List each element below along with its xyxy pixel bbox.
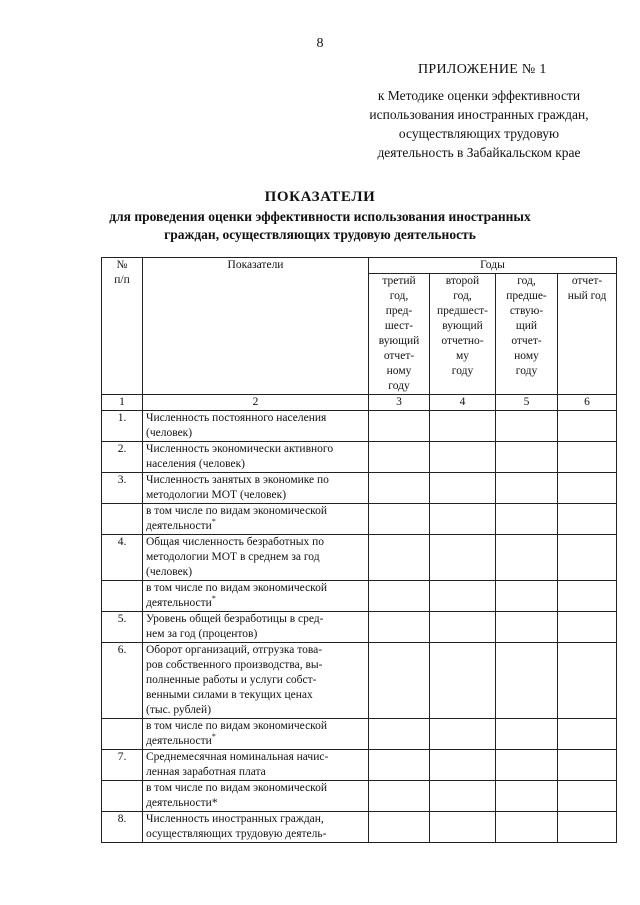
value-cell bbox=[558, 781, 617, 812]
table-row bbox=[102, 612, 617, 643]
value-cell bbox=[496, 781, 558, 812]
indicator-line: в том числе по видам экономической bbox=[146, 720, 328, 732]
header-year-third-before bbox=[369, 274, 430, 395]
value-cell bbox=[496, 581, 558, 612]
indicator-line: осуществляющих трудовую деятель- bbox=[146, 828, 327, 840]
row-number bbox=[102, 719, 143, 750]
value-cell bbox=[430, 411, 496, 442]
header-year-line: щий bbox=[515, 320, 538, 332]
header-year-line: вующий bbox=[442, 320, 483, 332]
header-year-line: ному bbox=[514, 350, 539, 362]
value-cell bbox=[369, 643, 430, 719]
row-number: 8. bbox=[102, 812, 143, 843]
indicator-line: венными силами в текущих ценах bbox=[146, 689, 313, 701]
value-cell bbox=[558, 473, 617, 504]
value-cell bbox=[496, 535, 558, 581]
document-subtitle bbox=[90, 208, 550, 244]
appendix-line: осуществляющих трудовую bbox=[398, 126, 560, 141]
document-title: ПОКАЗАТЕЛИ bbox=[264, 189, 376, 205]
header-year-line: отчет- bbox=[511, 335, 542, 347]
indicator-line: (тыс. рублей) bbox=[146, 704, 212, 716]
row-number: 7. bbox=[102, 750, 143, 781]
header-num: № п/п bbox=[102, 258, 143, 395]
row-number: 3. bbox=[102, 473, 143, 504]
subtitle-line: для проведения оценки эффективности использования иностранных bbox=[109, 209, 531, 224]
appendix-line: использования иностранных граждан, bbox=[369, 107, 589, 122]
row-number: 1. bbox=[102, 411, 143, 442]
header-year-reporting bbox=[558, 274, 617, 395]
value-cell bbox=[496, 473, 558, 504]
header-year-line: год, bbox=[517, 275, 536, 287]
indicator-name bbox=[143, 812, 369, 843]
indicator-line: Общая численность безработных по bbox=[146, 536, 324, 548]
indicator-line: в том числе по видам экономической bbox=[146, 505, 328, 517]
value-cell bbox=[369, 442, 430, 473]
indicator-name bbox=[143, 750, 369, 781]
column-number: 1 bbox=[102, 395, 143, 411]
indicator-name bbox=[143, 473, 369, 504]
header-year-line: ствую- bbox=[509, 305, 544, 317]
value-cell bbox=[430, 812, 496, 843]
header-year-line: год, bbox=[389, 290, 409, 302]
table-body bbox=[102, 395, 617, 843]
value-cell bbox=[369, 535, 430, 581]
subtitle-line: граждан, осуществляющих трудовую деятельность bbox=[164, 227, 476, 242]
indicator-line: в том числе по видам экономической bbox=[146, 782, 328, 794]
header-year-line: предше- bbox=[506, 290, 547, 302]
value-cell bbox=[430, 643, 496, 719]
value-cell bbox=[369, 781, 430, 812]
value-cell bbox=[558, 719, 617, 750]
indicator-line: ленная заработная плата bbox=[146, 766, 266, 778]
indicator-line: деятельности* bbox=[146, 594, 216, 609]
indicator-line: Среднемесячная номинальная начис- bbox=[146, 751, 329, 763]
header-row bbox=[102, 258, 617, 274]
header-year-second-before bbox=[430, 274, 496, 395]
indicator-line: методологии МОТ в среднем за год bbox=[146, 551, 320, 563]
header-year-line: году bbox=[388, 380, 410, 392]
indicator-line: в том числе по видам экономической bbox=[146, 582, 328, 594]
value-cell bbox=[558, 612, 617, 643]
appendix-title: ПРИЛОЖЕНИЕ № 1 bbox=[418, 62, 547, 77]
table-row bbox=[102, 504, 617, 535]
indicator-name bbox=[143, 612, 369, 643]
header-year-line: предшест- bbox=[437, 305, 488, 317]
table-row bbox=[102, 781, 617, 812]
appendix-line: деятельность в Забайкальском крае bbox=[377, 145, 581, 160]
header-year-line: ному bbox=[386, 365, 412, 377]
header-year-line: отчет- bbox=[383, 350, 415, 362]
appendix-line: к Методике оценки эффективности bbox=[377, 88, 581, 103]
indicator-line: Численность постоянного населения bbox=[146, 412, 327, 424]
header-year-line: год, bbox=[453, 290, 472, 302]
header-year-line: второй bbox=[445, 275, 480, 287]
indicator-name bbox=[143, 719, 369, 750]
column-number: 5 bbox=[496, 395, 558, 411]
header-years: Годы bbox=[369, 258, 617, 274]
header-year-line: отчет- bbox=[571, 275, 603, 287]
indicator-line: (человек) bbox=[146, 566, 193, 578]
indicator-name bbox=[143, 781, 369, 812]
value-cell bbox=[430, 504, 496, 535]
value-cell bbox=[496, 411, 558, 442]
indicator-line: нем за год (процентов) bbox=[146, 628, 258, 640]
indicator-name bbox=[143, 504, 369, 535]
value-cell bbox=[369, 750, 430, 781]
value-cell bbox=[496, 612, 558, 643]
indicator-line: Численность иностранных граждан, bbox=[146, 813, 324, 825]
value-cell bbox=[558, 812, 617, 843]
indicator-line: Численность экономически активного bbox=[146, 443, 334, 455]
table-row bbox=[102, 581, 617, 612]
indicator-line: деятельности* bbox=[146, 517, 216, 532]
value-cell bbox=[496, 750, 558, 781]
value-cell bbox=[369, 719, 430, 750]
indicator-line: (человек) bbox=[146, 427, 193, 439]
table-row bbox=[102, 643, 617, 719]
value-cell bbox=[369, 504, 430, 535]
footnote-mark: * bbox=[211, 732, 216, 742]
header-year-line: ный год bbox=[567, 290, 607, 302]
header-year-line: году bbox=[515, 365, 538, 377]
indicator-line: Оборот организаций, отгрузка това- bbox=[146, 644, 323, 656]
indicator-line: методологии МОТ (человек) bbox=[146, 489, 287, 501]
value-cell bbox=[369, 473, 430, 504]
page-number: 8 bbox=[316, 36, 324, 51]
column-number: 4 bbox=[430, 395, 496, 411]
table-row bbox=[102, 812, 617, 843]
value-cell bbox=[558, 442, 617, 473]
indicators-table bbox=[101, 257, 617, 843]
header-year-line: вующий bbox=[378, 335, 420, 347]
row-number bbox=[102, 504, 143, 535]
table-row bbox=[102, 411, 617, 442]
header-year-before bbox=[496, 274, 558, 395]
value-cell bbox=[558, 643, 617, 719]
table-row bbox=[102, 535, 617, 581]
indicator-name bbox=[143, 442, 369, 473]
value-cell bbox=[369, 812, 430, 843]
indicator-name bbox=[143, 535, 369, 581]
indicator-line: полненные работы и услуги собст- bbox=[146, 674, 317, 686]
value-cell bbox=[369, 411, 430, 442]
value-cell bbox=[496, 504, 558, 535]
header-year-line: третий bbox=[382, 275, 416, 287]
row-number bbox=[102, 781, 143, 812]
value-cell bbox=[369, 612, 430, 643]
value-cell bbox=[430, 535, 496, 581]
row-number: 4. bbox=[102, 535, 143, 581]
appendix-description bbox=[352, 86, 606, 162]
header-year-line: отчетно- bbox=[441, 335, 484, 347]
value-cell bbox=[430, 442, 496, 473]
indicator-name bbox=[143, 643, 369, 719]
value-cell bbox=[430, 581, 496, 612]
indicator-name bbox=[143, 581, 369, 612]
footnote-mark: * bbox=[211, 517, 216, 527]
header-year-line: шест- bbox=[384, 320, 414, 332]
value-cell bbox=[496, 719, 558, 750]
value-cell bbox=[558, 411, 617, 442]
header-year-line: пред- bbox=[385, 305, 413, 317]
header-indicators: Показатели bbox=[143, 258, 369, 395]
value-cell bbox=[430, 612, 496, 643]
value-cell bbox=[430, 781, 496, 812]
value-cell bbox=[558, 750, 617, 781]
table-row bbox=[102, 750, 617, 781]
indicator-line: деятельности* bbox=[146, 732, 216, 747]
table-row bbox=[102, 473, 617, 504]
value-cell bbox=[430, 719, 496, 750]
value-cell bbox=[558, 581, 617, 612]
indicator-line: населения (человек) bbox=[146, 458, 246, 470]
row-number: 6. bbox=[102, 643, 143, 719]
column-number-row bbox=[102, 395, 617, 411]
row-number bbox=[102, 581, 143, 612]
indicator-line: Численность занятых в экономике по bbox=[146, 474, 329, 486]
header-year-line: му bbox=[455, 350, 470, 362]
indicator-line: деятельности* bbox=[146, 797, 218, 809]
indicator-name bbox=[143, 411, 369, 442]
header-year-line: году bbox=[451, 365, 474, 377]
indicator-line: ров собственного производства, вы- bbox=[146, 659, 323, 671]
value-cell bbox=[496, 812, 558, 843]
value-cell bbox=[430, 473, 496, 504]
footnote-mark: * bbox=[211, 594, 216, 604]
column-number: 2 bbox=[143, 395, 369, 411]
value-cell bbox=[369, 581, 430, 612]
value-cell bbox=[496, 442, 558, 473]
value-cell bbox=[558, 504, 617, 535]
row-number: 5. bbox=[102, 612, 143, 643]
value-cell bbox=[558, 535, 617, 581]
table-row bbox=[102, 442, 617, 473]
value-cell bbox=[430, 750, 496, 781]
row-number: 2. bbox=[102, 442, 143, 473]
column-number: 6 bbox=[558, 395, 617, 411]
indicator-line: Уровень общей безработицы в сред- bbox=[146, 613, 324, 625]
value-cell bbox=[496, 643, 558, 719]
table-row bbox=[102, 719, 617, 750]
column-number: 3 bbox=[369, 395, 430, 411]
